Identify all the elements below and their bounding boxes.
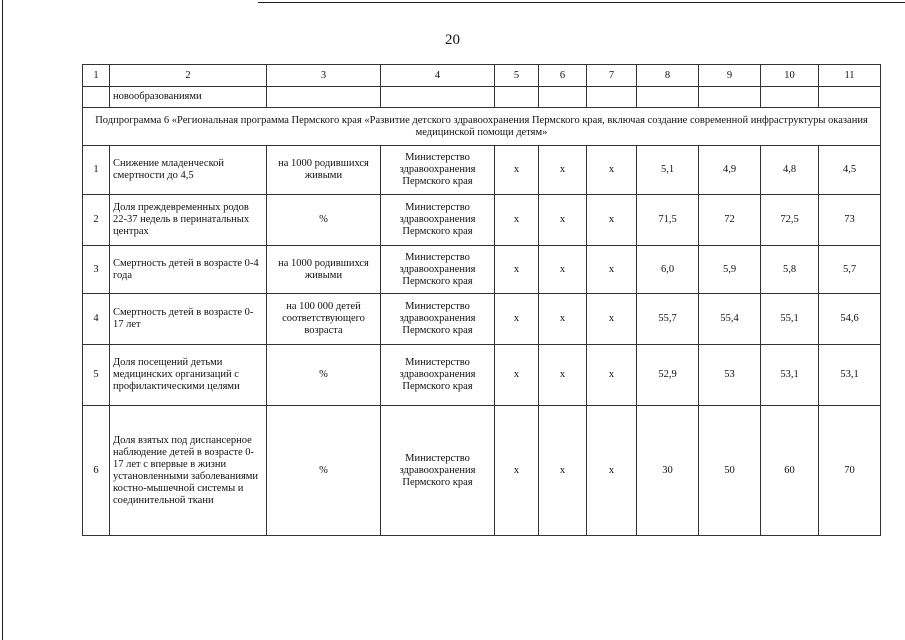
value-col-11: 53,1	[819, 345, 881, 406]
header-cell: 2	[110, 65, 267, 87]
page-left-border	[2, 0, 3, 640]
continuation-row	[83, 87, 881, 108]
responsible-ministry: Министерство здравоохранения Пермского края	[381, 195, 495, 246]
header-cell: 6	[539, 65, 587, 87]
value-col-8: 71,5	[637, 195, 699, 246]
responsible-ministry: Министерство здравоохранения Пермского края	[381, 406, 495, 536]
header-cell: 3	[267, 65, 381, 87]
value-col-7: х	[587, 195, 637, 246]
value-col-8: 30	[637, 406, 699, 536]
responsible-ministry: Министерство здравоохранения Пермского края	[381, 345, 495, 406]
value-col-11: 5,7	[819, 246, 881, 294]
indicator-name: Смертность детей в возрасте 0-17 лет	[110, 294, 267, 345]
indicator-name: Доля взятых под диспансерное наблюдение детей в возрасте 0-17 лет с впервые в жизни установленными заболеваниями костно-мышечной системы и соединительной ткани	[110, 406, 267, 536]
value-col-7: х	[587, 345, 637, 406]
header-cell: 5	[495, 65, 539, 87]
value-col-7: х	[587, 146, 637, 195]
value-col-6: х	[539, 345, 587, 406]
table-row	[83, 294, 881, 345]
value-col-5: х	[495, 195, 539, 246]
value-col-7: х	[587, 294, 637, 345]
unit-of-measure: %	[267, 195, 381, 246]
header-cell: 7	[587, 65, 637, 87]
value-col-5: х	[495, 345, 539, 406]
value-col-6: х	[539, 195, 587, 246]
value-col-10: 60	[761, 406, 819, 536]
value-col-9: 50	[699, 406, 761, 536]
empty-cell	[587, 87, 637, 108]
subprogram-title: Подпрограмма 6 «Региональная программа Пермского края «Развитие детского здравоохранения Пермского края, включая создание современной инфраструктуры оказания медицинской помощи детям»	[83, 108, 881, 146]
responsible-ministry: Министерство здравоохранения Пермского края	[381, 294, 495, 345]
indicator-name: Доля преждевременных родов 22-37 недель в перинатальных центрах	[110, 195, 267, 246]
row-number: 5	[83, 345, 110, 406]
row-number: 1	[83, 146, 110, 195]
value-col-5: х	[495, 294, 539, 345]
value-col-10: 53,1	[761, 345, 819, 406]
empty-cell	[83, 87, 110, 108]
header-cell: 10	[761, 65, 819, 87]
table-row	[83, 406, 881, 536]
value-col-8: 5,1	[637, 146, 699, 195]
table-row	[83, 195, 881, 246]
row-number: 6	[83, 406, 110, 536]
value-col-9: 55,4	[699, 294, 761, 345]
value-col-10: 4,8	[761, 146, 819, 195]
value-col-5: х	[495, 246, 539, 294]
value-col-6: х	[539, 294, 587, 345]
empty-cell	[539, 87, 587, 108]
unit-of-measure: %	[267, 345, 381, 406]
header-cell: 11	[819, 65, 881, 87]
value-col-8: 55,7	[637, 294, 699, 345]
empty-cell	[381, 87, 495, 108]
value-col-11: 54,6	[819, 294, 881, 345]
row-number: 3	[83, 246, 110, 294]
value-col-10: 5,8	[761, 246, 819, 294]
value-col-11: 4,5	[819, 146, 881, 195]
table-row	[83, 146, 881, 195]
indicator-name: Смертность детей в возрасте 0-4 года	[110, 246, 267, 294]
value-col-11: 70	[819, 406, 881, 536]
page-top-rule	[258, 2, 905, 3]
unit-of-measure: на 100 000 детей соответствующего возраста	[267, 294, 381, 345]
header-cell: 9	[699, 65, 761, 87]
value-col-5: х	[495, 406, 539, 536]
unit-of-measure: %	[267, 406, 381, 536]
value-col-6: х	[539, 406, 587, 536]
row-number: 2	[83, 195, 110, 246]
indicator-name: Снижение младенческой смертности до 4,5	[110, 146, 267, 195]
value-col-9: 72	[699, 195, 761, 246]
subprogram-row	[83, 108, 881, 146]
value-col-11: 73	[819, 195, 881, 246]
empty-cell	[819, 87, 881, 108]
table-row	[83, 345, 881, 406]
empty-cell	[761, 87, 819, 108]
responsible-ministry: Министерство здравоохранения Пермского края	[381, 146, 495, 195]
value-col-7: х	[587, 406, 637, 536]
unit-of-measure: на 1000 родившихся живыми	[267, 246, 381, 294]
value-col-9: 53	[699, 345, 761, 406]
value-col-10: 72,5	[761, 195, 819, 246]
indicator-name: Доля посещений детьми медицинских организаций с профилактическими целями	[110, 345, 267, 406]
value-col-9: 5,9	[699, 246, 761, 294]
indicators-table	[82, 64, 881, 536]
value-col-6: х	[539, 246, 587, 294]
header-cell: 4	[381, 65, 495, 87]
header-cell: 1	[83, 65, 110, 87]
value-col-5: х	[495, 146, 539, 195]
value-col-6: х	[539, 146, 587, 195]
empty-cell	[267, 87, 381, 108]
page-number: 20	[445, 32, 460, 48]
header-cell: 8	[637, 65, 699, 87]
empty-cell	[637, 87, 699, 108]
responsible-ministry: Министерство здравоохранения Пермского края	[381, 246, 495, 294]
value-col-7: х	[587, 246, 637, 294]
table-row	[83, 246, 881, 294]
empty-cell	[699, 87, 761, 108]
empty-cell	[495, 87, 539, 108]
value-col-10: 55,1	[761, 294, 819, 345]
value-col-8: 52,9	[637, 345, 699, 406]
row-number: 4	[83, 294, 110, 345]
column-number-header-row	[83, 65, 881, 87]
indicator-rows	[83, 146, 881, 536]
unit-of-measure: на 1000 родившихся живыми	[267, 146, 381, 195]
value-col-8: 6,0	[637, 246, 699, 294]
continuation-text: новообразованиями	[110, 87, 267, 108]
value-col-9: 4,9	[699, 146, 761, 195]
